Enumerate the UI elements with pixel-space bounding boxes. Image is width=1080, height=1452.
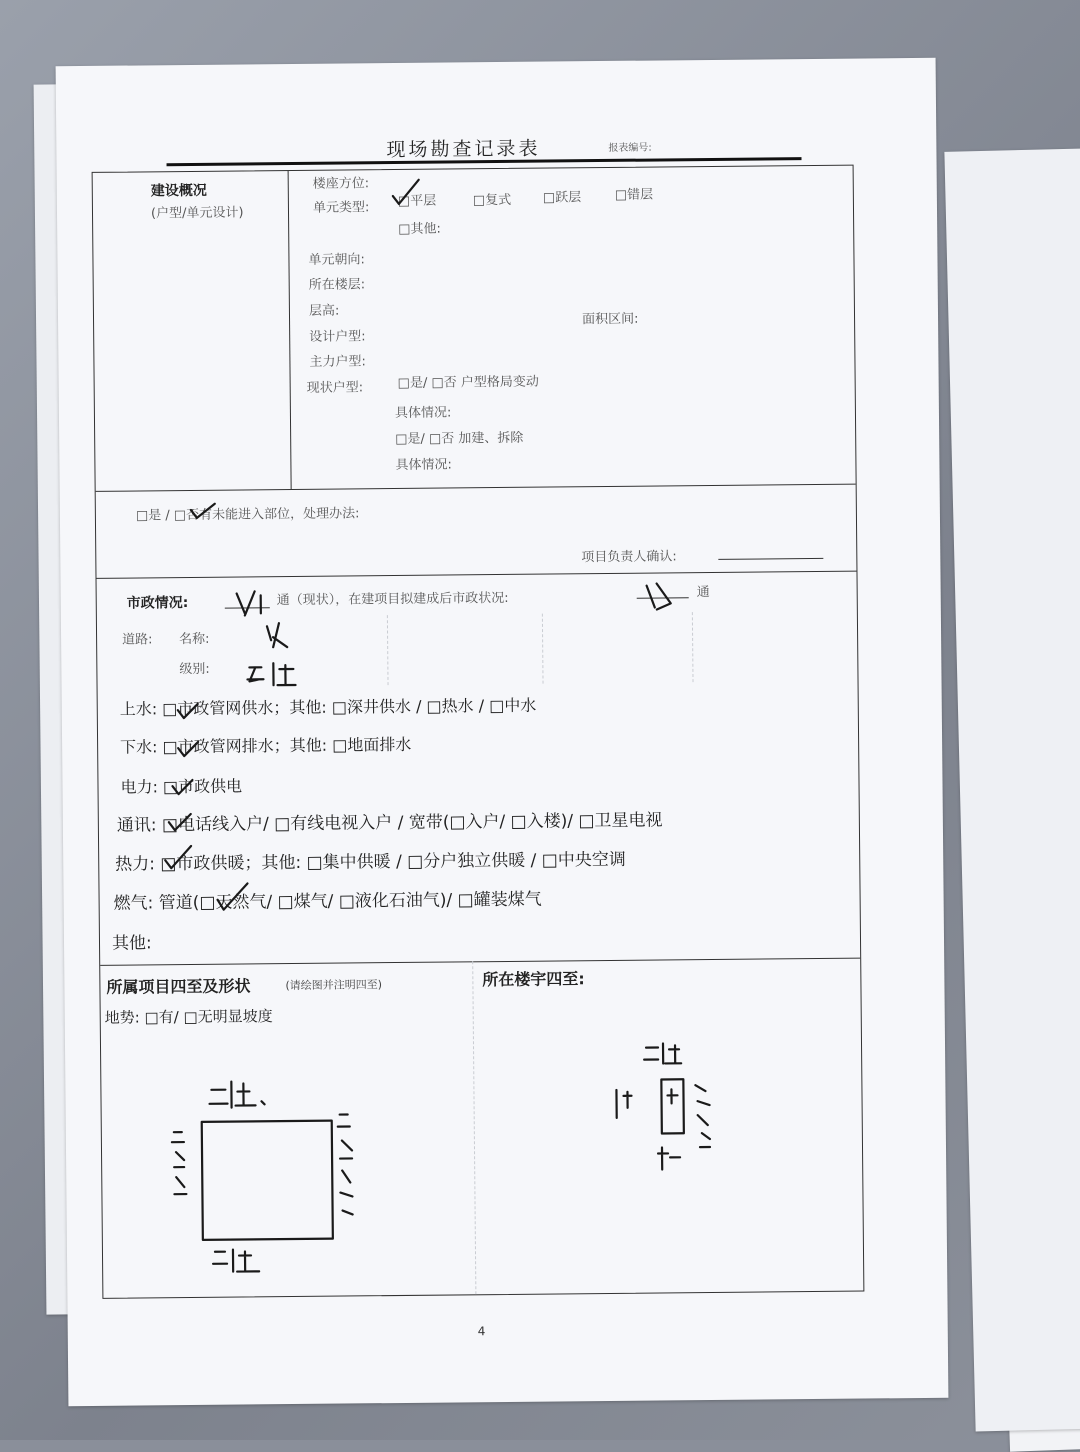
checkmark	[217, 883, 247, 909]
municipal-label: 市政情况:	[126, 595, 189, 612]
handwritten-label	[213, 1249, 259, 1271]
handwritten-mark	[237, 591, 261, 615]
access-checkbox-text[interactable]: □是 / □否有未能进入部位，处理办法:	[135, 506, 360, 524]
checkbox-option[interactable]: □复式	[472, 192, 512, 209]
checkmark	[191, 504, 215, 518]
page-number: 4	[477, 1324, 486, 1339]
handwritten-mark	[267, 623, 287, 647]
municipal-tong: 通	[696, 585, 710, 601]
project-boundary-sketch	[202, 1121, 333, 1240]
handwritten-label	[695, 1085, 710, 1147]
handwritten-marks	[93, 166, 864, 1298]
field-label: 单元类型:	[312, 200, 370, 216]
checkbox-option[interactable]: □平层	[397, 193, 437, 209]
road-name-label: 名称:	[179, 631, 210, 648]
field-label: 设计户型:	[309, 329, 366, 345]
checkbox-option[interactable]: □其他:	[398, 221, 441, 237]
field-label: 单元朝向:	[308, 252, 365, 268]
handwritten-label	[172, 1132, 187, 1194]
road-grade-label: 级别:	[179, 661, 210, 678]
gas-row[interactable]: 燃气: 管道(□天然气/ □煤气/ □液化石油气)/ □罐装煤气	[113, 889, 542, 914]
handwritten-label	[338, 1114, 353, 1214]
project-boundary-heading: 所属项目四至及形状	[106, 976, 251, 997]
page-title: 现场勘查记录表	[386, 137, 541, 162]
checkmark	[169, 814, 191, 830]
handwritten-label	[644, 1043, 681, 1063]
checkmark	[165, 846, 191, 868]
checkbox-group[interactable]: □是/ □否 加建、拆除	[395, 430, 524, 448]
survey-form-page	[56, 58, 949, 1406]
section-subheading: (户型/单元设计)	[150, 205, 244, 222]
checkbox-option[interactable]: □错层	[614, 187, 654, 203]
section-heading: 建设概况	[150, 182, 207, 200]
field-label: 现状户型:	[306, 380, 364, 396]
handwritten-label	[209, 1081, 264, 1108]
handwritten-label	[667, 1089, 677, 1103]
field-label: 面积区间:	[581, 311, 639, 328]
handwritten-label	[616, 1090, 631, 1118]
handwritten-label	[658, 1147, 680, 1169]
water-supply-row[interactable]: 上水: □市政管网供水；其他: □深井供水 / □热水 / □中水	[119, 695, 537, 719]
checkmark	[178, 704, 198, 718]
confirm-label: 项目负责人确认:	[581, 549, 677, 566]
checkmark	[178, 742, 198, 756]
project-boundary-note: (请绘图并注明四至)	[285, 978, 383, 993]
municipal-text: 通（现状），在建项目拟建成后市政状况:	[276, 590, 509, 609]
building-boundary-sketch	[661, 1079, 684, 1133]
power-row[interactable]: 电力: □市政供电	[120, 776, 243, 797]
checkbox-group[interactable]: □是/ □否 户型格局变动	[397, 374, 539, 391]
building-boundary-heading: 所在楼宇四至:	[482, 969, 585, 990]
checkmark	[172, 780, 192, 794]
field-label: 所在楼层:	[308, 277, 366, 293]
form-table	[92, 165, 865, 1299]
checkmark	[393, 180, 419, 204]
field-label: 楼座方位:	[312, 176, 370, 192]
checkbox-option[interactable]: □跃层	[542, 190, 582, 206]
handwritten-mark	[647, 583, 671, 609]
drainage-row[interactable]: 下水: □市政管网排水；其他: □地面排水	[120, 734, 412, 757]
terrain-row[interactable]: 地势: □有/ □无明显坡度	[104, 1007, 273, 1027]
other-row: 其他:	[111, 933, 152, 954]
field-label: 层高:	[308, 303, 340, 319]
field-label: 主力户型:	[309, 354, 366, 370]
telecom-row[interactable]: 通讯: □电话线入户/ □有线电视入户 / 宽带(□入户/ □入楼)/ □卫星电视	[116, 810, 663, 836]
report-number-label: 报表编号:	[608, 142, 652, 154]
heating-row[interactable]: 热力: □市政供暖；其他: □集中供暖 / □分户独立供暖 / □中央空调	[115, 849, 626, 875]
field-label: 具体情况:	[394, 405, 452, 422]
handwritten-mark	[247, 663, 295, 685]
field-label: 具体情况:	[395, 457, 452, 474]
road-label: 道路:	[122, 632, 153, 648]
